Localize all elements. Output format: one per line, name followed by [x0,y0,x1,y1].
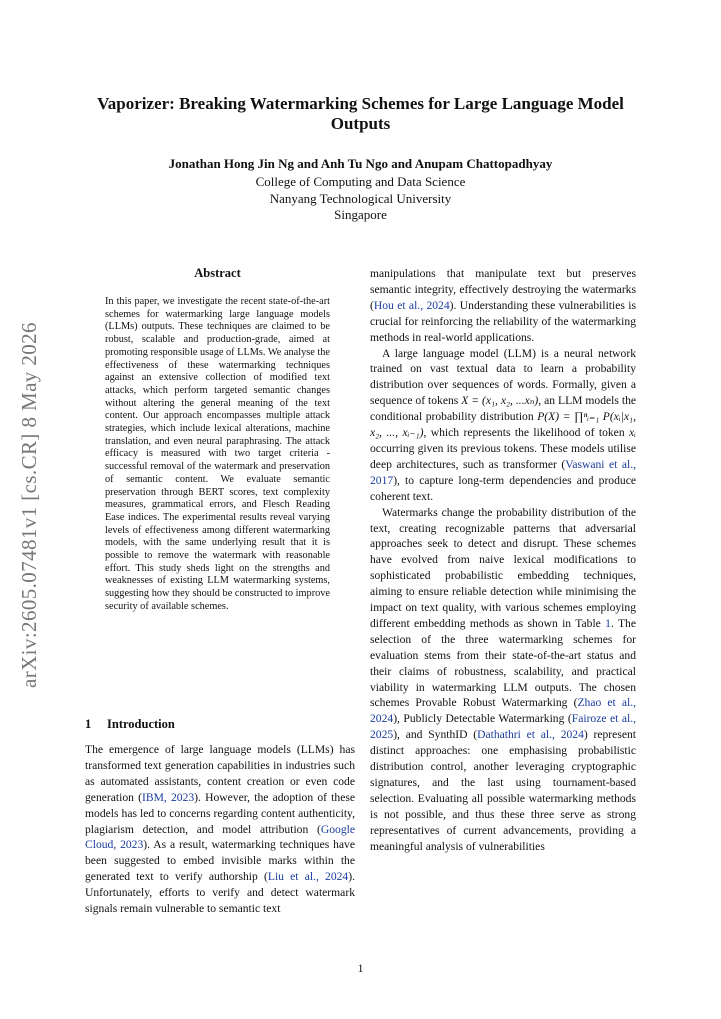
body-text: ), Publicly Detectable Watermarking ( [393,712,572,726]
body-text: ). As a result, watermarking techniques have been suggested to embed invisible marks within the generated text to verify authorship ( [85,838,355,884]
citation-link[interactable]: IBM, 2023 [141,790,195,804]
math-expression: P(X) = ∏ⁿᵢ₌₁ P(xᵢ|x₁, x₂, ..., xᵢ₋₁) [370,410,636,440]
citation-link[interactable]: Liu et al., 2024 [267,870,349,884]
citation-link[interactable]: Fairoze et al., 2025 [370,712,636,742]
citation-link[interactable]: Hou et al., 2024 [373,298,450,312]
citation-link[interactable]: Zhao et al., 2024 [370,696,636,726]
paragraph-llm-definition [370,346,636,505]
body-text: ). Understanding these vulnerabilities is crucial for reinforcing the reliability of the watermarking methods in real-world applications. [370,298,636,344]
body-text: ) represent distinct approaches: one emphasising probabilistic distribution control, another leveraging cryptographic signatures, and the last using tournament-based selection. Evaluating all possible watermarking methods is not possible, and thus these three serve as strong representatives of current advancements, providing a meaningful analysis of vulnerabilities [370,728,636,853]
paper-title: Vaporizer: Breaking Watermarking Schemes for Large Language Model Outputs [97,94,624,133]
body-text: . The selection of the three watermarking schemes for evaluation stems from their state-of-the-art status and their claims of robustness, scalability, and practical viability in watermarking LLM outputs. The chosen schemes Provable Robust Watermarking ( [370,616,636,710]
citation-link[interactable]: Vaswani et al., 2017 [370,457,636,487]
body-text: ), and SynthID ( [393,728,478,742]
author-list: Jonathan Hong Jin Ng and Anh Tu Ngo and Anupam Chattopadhyay [168,156,553,171]
body-text: occurring given its previous tokens. These models utilise deep architectures, such as transformer ( [370,441,636,471]
right-column-body [370,266,636,855]
section-title: Introduction [107,717,175,731]
body-text: A large language model (LLM) is a neural network trained on vast textual data to learn a probability distribution over sequences of words. Formally, given a sequence of tokens [370,346,636,408]
math-expression: X = (x₁, x₂, ...xₙ) [461,394,539,408]
body-text: manipulations that manipulate text but preserves semantic integrity, effectively destroying the watermarks ( [370,267,636,312]
abstract-heading: Abstract [194,266,241,280]
citation-link[interactable]: Google Cloud, 2023 [85,822,355,852]
table-reference-link[interactable]: 1 [605,616,611,630]
body-text: , which represents the likelihood of token [423,426,630,440]
page-number: 1 [357,962,364,975]
affiliation-line: Nanyang Technological University [269,190,452,206]
abstract-text: In this paper, we investigate the recent state-of-the-art schemes for watermarking large language models (LLMs) outputs. These techniques are claimed to be robust, scalable and production-grade, aimed at promoting responsible usage of LLMs. We analyse the effectiveness of these watermarking techniques against an extensive collection of modified text attacks, which perform targeted semantic changes without altering the general meaning of the text content. Our approach encompasses multiple attack strategies, which include lexical alterations, machine translation, and even neural paraphrasing. The attack efficacy is measured with two target criteria - successful removal of the watermark and preservation of semantic content. We evaluate semantic preservation through BERT scores, text complexity measures, grammatical errors, and Flesch Reading Ease indices. The experimental results reveal varying levels of effectiveness among different watermarking models, with the same underlying result that it is possible to remove the watermark with reasonable effort. This study sheds light on the strengths and weaknesses of existing LLM watermarking systems, suggesting how they should be constructed to improve security of available schemes. [105,296,330,612]
body-text: ). Unfortunately, efforts to verify and detect watermark signals remain vulnerable to semantic text [85,870,355,916]
citation-link[interactable]: Dathathri et al., 2024 [477,728,584,742]
section-number: 1 [85,717,92,731]
intro-paragraph [85,742,355,917]
section-heading-introduction [85,717,355,732]
affiliation-line: Singapore [334,207,387,222]
paragraph-watermarks [370,505,636,855]
body-text: , an LLM models the conditional probability distribution [370,394,637,424]
body-text: ), to capture long-term dependencies and produce coherent text. [370,473,636,503]
body-text: ). However, the adoption of these models has led to concerns regarding content authenticity, plagiarism detection, and model attribution ( [85,790,356,836]
affiliation-line: College of Computing and Data Science [255,174,466,189]
affiliation [80,174,641,224]
left-column-body [85,742,355,917]
body-text: Watermarks change the probability distribution of the text, creating recognizable patterns that adversarial approaches seek to detect and disrupt. These schemes have evolved from naive lexical modifications to sophisticated probabilistic embedding techniques, aiming to ensure reliable detection while minimising the impact on text quality, with various schemes employing different embedding methods as shown in Table [370,505,636,630]
body-text: The emergence of large language models (LLMs) has transformed text generation capabilities in industries such as automated assistants, content creation or even code generation ( [85,743,355,804]
math-expression: xᵢ [629,426,636,440]
arxiv-stamp: arXiv:2605.07481v1 [cs.CR] 8 May 2026 [17,322,41,688]
paragraph-continued [370,266,636,346]
